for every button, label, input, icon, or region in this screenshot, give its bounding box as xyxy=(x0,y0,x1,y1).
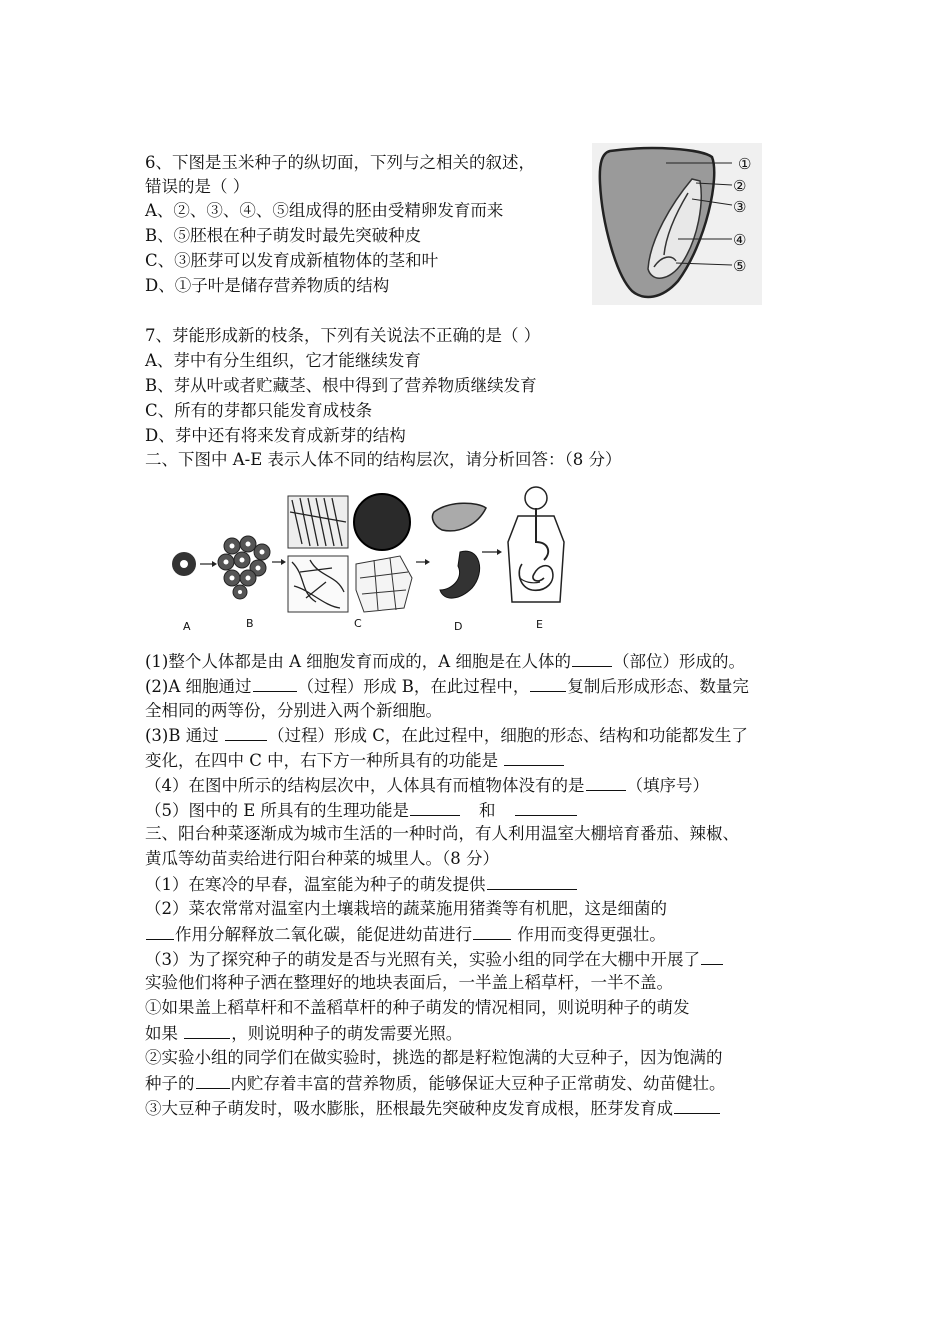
sec3-q3-1: ①如果盖上稻草杆和不盖稻草杆的种子萌发的情况相同，则说明种子的萌发 xyxy=(145,998,690,1017)
answer-blank[interactable] xyxy=(515,799,577,816)
body-structure-illustration xyxy=(160,482,580,632)
q7-option-d: D、芽中还有将来发育成新芽的结构 xyxy=(145,426,406,445)
q7-option-a: A、芽中有分生组织，它才能继续发育 xyxy=(145,351,421,370)
fig-label-d: D xyxy=(454,620,463,633)
sec2-q5: （5）图中的 E 所具有的生理功能是 和 xyxy=(145,799,578,822)
seed-label-5: ⑤ xyxy=(733,257,747,275)
seed-label-2: ② xyxy=(733,177,747,195)
fig-label-c: C xyxy=(354,617,362,630)
sec2-q2-cont: 全相同的两等份，分别进入两个新细胞。 xyxy=(145,701,442,720)
answer-blank[interactable] xyxy=(473,923,511,940)
sec2-q3-cont: 变化，在四中 C 中，右下方一种所具有的功能是 xyxy=(145,749,565,772)
answer-blank[interactable] xyxy=(487,873,577,890)
answer-blank[interactable] xyxy=(225,724,267,741)
q6-stem-line1: 6、下图是玉米种子的纵切面，下列与之相关的叙述， xyxy=(145,153,535,172)
seed-label-3: ③ xyxy=(733,198,747,216)
sec3-q2: （2）菜农常常对温室内土壤栽培的蔬菜施用猪粪等有机肥，这是细菌的 xyxy=(145,899,667,918)
answer-blank[interactable] xyxy=(504,749,564,766)
q7-option-c: C、所有的芽都只能发育成枝条 xyxy=(145,401,373,420)
fig-label-b: B xyxy=(246,617,254,630)
sec2-q2: (2)A 细胞通过 （过程）形成 B，在此过程中， 复制后形成形态、数量完 xyxy=(145,677,749,696)
answer-blank[interactable] xyxy=(146,923,174,940)
fig-label-a: A xyxy=(183,620,191,633)
q6-stem-line2: 错误的是（ ） xyxy=(145,177,250,196)
seed-label-4: ④ xyxy=(733,231,747,249)
answer-blank[interactable] xyxy=(196,1072,230,1089)
answer-blank[interactable] xyxy=(701,948,723,965)
sec3-q3-cont: 实验他们将种子洒在整理好的地块表面后，一半盖上稻草杆，一半不盖。 xyxy=(145,973,673,992)
section-3-title-line1: 三、阳台种菜逐渐成为城市生活的一种时尚，有人利用温室大棚培育番茄、辣椒、 xyxy=(145,824,739,843)
q7-stem: 7、芽能形成新的枝条，下列有关说法不正确的是（ ） xyxy=(145,326,541,345)
answer-blank[interactable] xyxy=(586,774,626,791)
answer-blank[interactable] xyxy=(410,799,460,816)
sec3-q3: （3）为了探究种子的萌发是否与光照有关，实验小组的同学在大棚中开展了 xyxy=(145,948,724,971)
sec3-q1: （1）在寒冷的早春，温室能为种子的萌发提供 xyxy=(145,873,578,896)
sec3-q3-2-cont: 种子的 内贮存着丰富的营养物质，能够保证大豆种子正常萌发、幼苗健壮。 xyxy=(145,1074,726,1093)
sec3-q3-3: ③大豆种子萌发时，吸水膨胀，胚根最先突破种皮发育成根，胚芽发育成 xyxy=(145,1097,721,1120)
section-2-title: 二、下图中 A-E 表示人体不同的结构层次，请分析回答：（8 分） xyxy=(145,450,622,469)
answer-blank[interactable] xyxy=(253,675,297,692)
q6-option-b: B、⑤胚根在种子萌发时最先突破种皮 xyxy=(145,226,422,245)
sec3-q3-2: ②实验小组的同学们在做实验时，挑选的都是籽粒饱满的大豆种子，因为饱满的 xyxy=(145,1048,723,1067)
section-3-title-line2: 黄瓜等幼苗卖给进行阳台种菜的城里人。（8 分） xyxy=(145,849,499,868)
fig-label-e: E xyxy=(536,618,543,631)
corn-seed-illustration xyxy=(592,143,762,305)
answer-blank[interactable] xyxy=(674,1097,720,1114)
sec3-q3-1-cont: 如果 ，则说明种子的萌发需要光照。 xyxy=(145,1024,463,1043)
sec3-q2-cont: 作用分解释放二氧化碳，能促进幼苗进行 作用而变得更强壮。 xyxy=(145,923,666,946)
q6-option-d: D、①子叶是储存营养物质的结构 xyxy=(145,276,390,295)
q6-option-c: C、③胚芽可以发育成新植物体的茎和叶 xyxy=(145,251,439,270)
q6-option-a: A、②、③、④、⑤组成得的胚由受精卵发育而来 xyxy=(145,201,504,220)
body-structure-figure xyxy=(160,482,580,632)
q7-option-b: B、芽从叶或者贮藏茎、根中得到了营养物质继续发育 xyxy=(145,376,537,395)
seed-label-1: ① xyxy=(738,155,752,173)
answer-blank[interactable] xyxy=(530,675,566,692)
corn-seed-figure xyxy=(592,143,762,305)
sec2-q4: （4）在图中所示的结构层次中，人体具有而植物体没有的是 （填序号） xyxy=(145,776,709,795)
answer-blank[interactable] xyxy=(572,650,612,667)
sec2-q3: (3)B 通过 （过程）形成 C，在此过程中，细胞的形态、结构和功能都发生了 xyxy=(145,726,748,745)
answer-blank[interactable] xyxy=(184,1022,230,1039)
sec2-q1: (1)整个人体都是由 A 细胞发育而成的，A 细胞是在人体的 （部位）形成的。 xyxy=(145,652,745,671)
